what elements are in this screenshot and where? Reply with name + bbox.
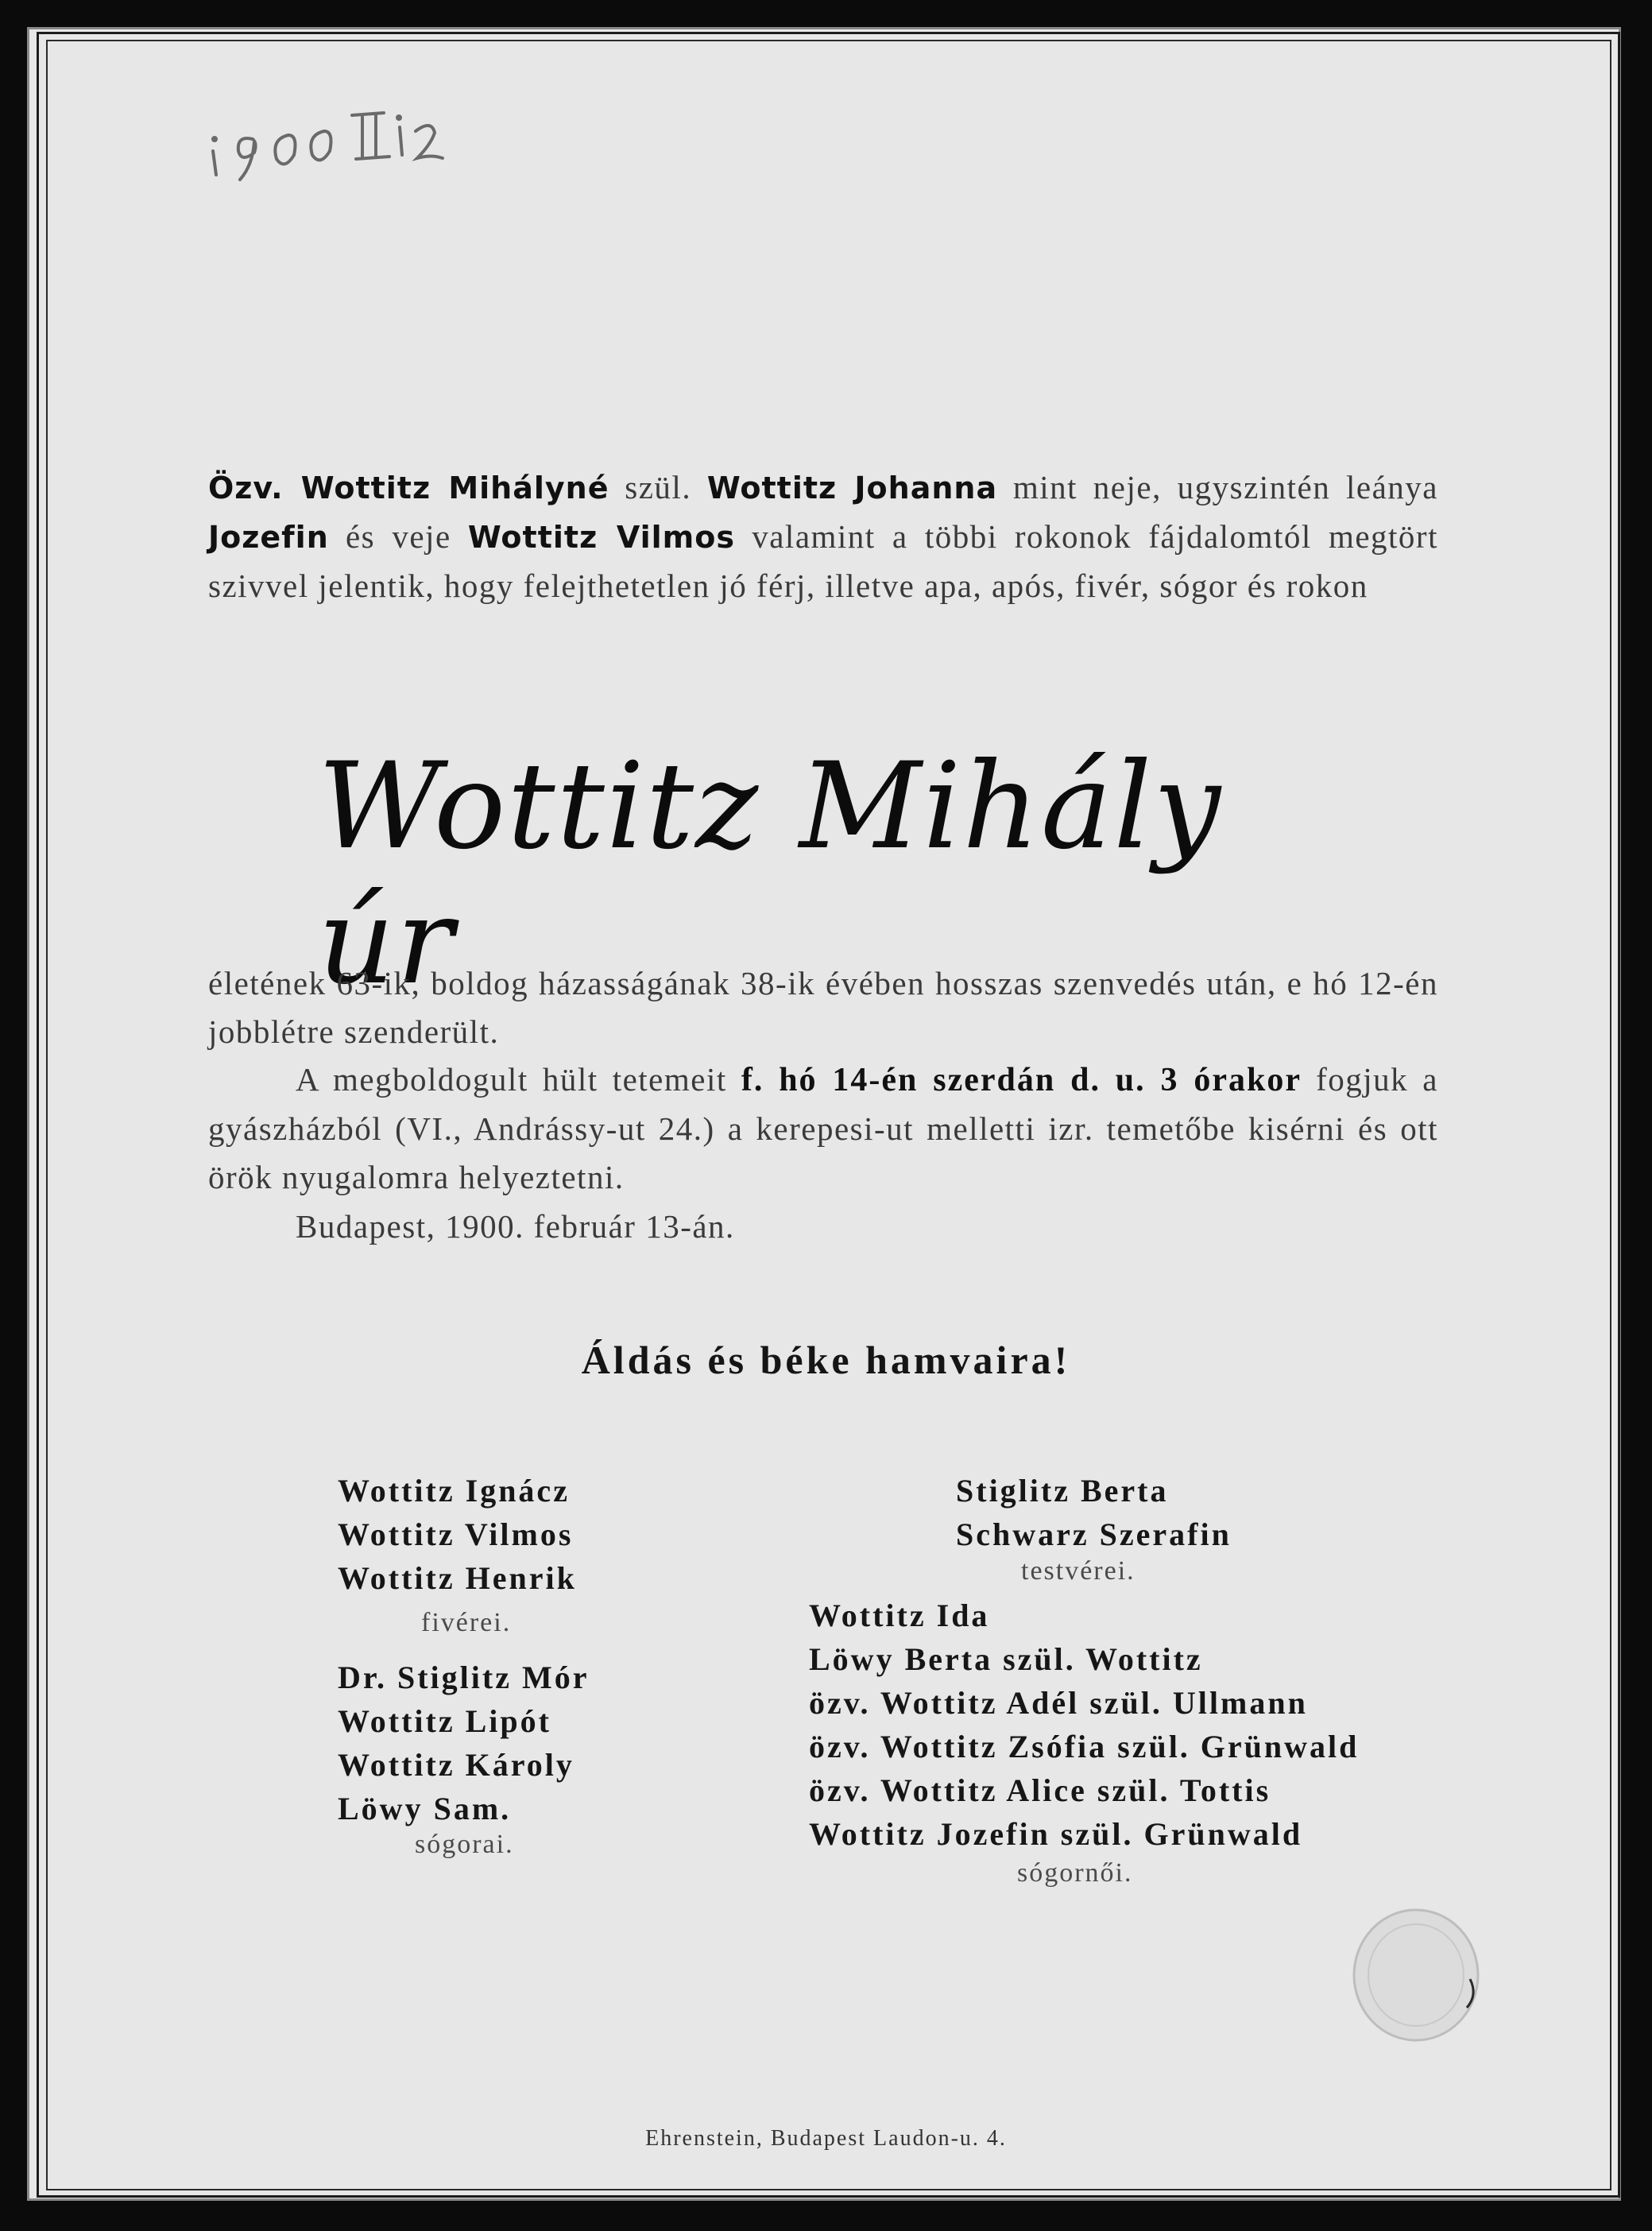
funeral-text: fogjuk a gyászházból (VI., Andrássy-ut 24.) a kerepesi-ut melletti izr. temetőbe kisérni és ott örök nyugalomra helyeztetni.: [208, 1061, 1438, 1195]
brothers-list: [338, 1469, 577, 1600]
intro-text: szül.: [609, 469, 707, 505]
list-item: Löwy Berta szül. Wottitz: [809, 1641, 1203, 1677]
list-item: özv. Wottitz Adél szül. Ullmann: [809, 1685, 1308, 1721]
list-item: Wottitz Jozefin szül. Grünwald: [809, 1816, 1303, 1852]
sisters-in-law-list: [809, 1594, 1359, 1856]
list-item: Dr. Stiglitz Mór: [338, 1660, 590, 1695]
funeral-paragraph: [208, 1055, 1438, 1202]
widow-maiden-name: Wottitz Johanna: [706, 471, 998, 505]
daughter-name: Jozefin: [208, 520, 329, 555]
intro-paragraph: [208, 463, 1438, 610]
list-item: Wottitz Ignácz: [338, 1473, 570, 1509]
brothers-in-law-caption: sógorai.: [415, 1830, 514, 1859]
siblings-list: [956, 1469, 1232, 1556]
list-item: Wottitz Ida: [809, 1598, 990, 1633]
blessing-line: Áldás és béke hamvaira!: [581, 1338, 1071, 1382]
funeral-text: A megboldogult hült tetemeit: [296, 1061, 741, 1098]
brothers-caption: fivérei.: [421, 1608, 512, 1637]
deceased-name: Wottitz Mihály úr: [318, 738, 1223, 1011]
handwritten-archive-note: [205, 95, 491, 183]
list-item: özv. Wottitz Zsófia szül. Grünwald: [809, 1729, 1360, 1764]
death-paragraph: életének 63-ik, boldog házasságának 38-ik évében hosszas szenvedés után, e hó 12-én jobblétre szenderült.: [208, 965, 1438, 1050]
siblings-caption: testvérei.: [1021, 1556, 1136, 1586]
brothers-in-law-list: [338, 1656, 589, 1830]
list-item: Stiglitz Berta: [956, 1473, 1169, 1509]
sisters-in-law-caption: sógornői.: [1017, 1858, 1133, 1888]
intro-text: valamint a többi rokonok fájdalomtól megtört szivvel jelentik, hogy felejthetetlen jó férj, illetve apa, após, fivér, sógor és rokon: [208, 518, 1438, 604]
printer-imprint: Ehrenstein, Budapest Laudon-u. 4.: [645, 2126, 1007, 2151]
place-date: Budapest, 1900. február 13-án.: [296, 1208, 735, 1245]
list-item: Wottitz Vilmos: [338, 1516, 574, 1552]
widow-name: Özv. Wottitz Mihályné: [208, 471, 609, 505]
list-item: Wottitz Henrik: [338, 1560, 577, 1596]
library-stamp-icon: [1343, 1900, 1486, 2051]
intro-text: mint neje, ugyszintén leánya: [997, 469, 1439, 505]
list-item: Wottitz Károly: [338, 1747, 575, 1783]
list-item: Wottitz Lipót: [338, 1703, 551, 1739]
intro-text: és veje: [328, 518, 468, 555]
son-in-law-name: Wottitz Vilmos: [467, 520, 735, 555]
list-item: özv. Wottitz Alice szül. Tottis: [809, 1772, 1271, 1808]
list-item: Schwarz Szerafin: [956, 1516, 1232, 1552]
funeral-time: f. hó 14-én szerdán d. u. 3 órakor: [741, 1062, 1302, 1098]
handwriting-graphic: [205, 95, 491, 183]
list-item: Löwy Sam.: [338, 1791, 512, 1826]
